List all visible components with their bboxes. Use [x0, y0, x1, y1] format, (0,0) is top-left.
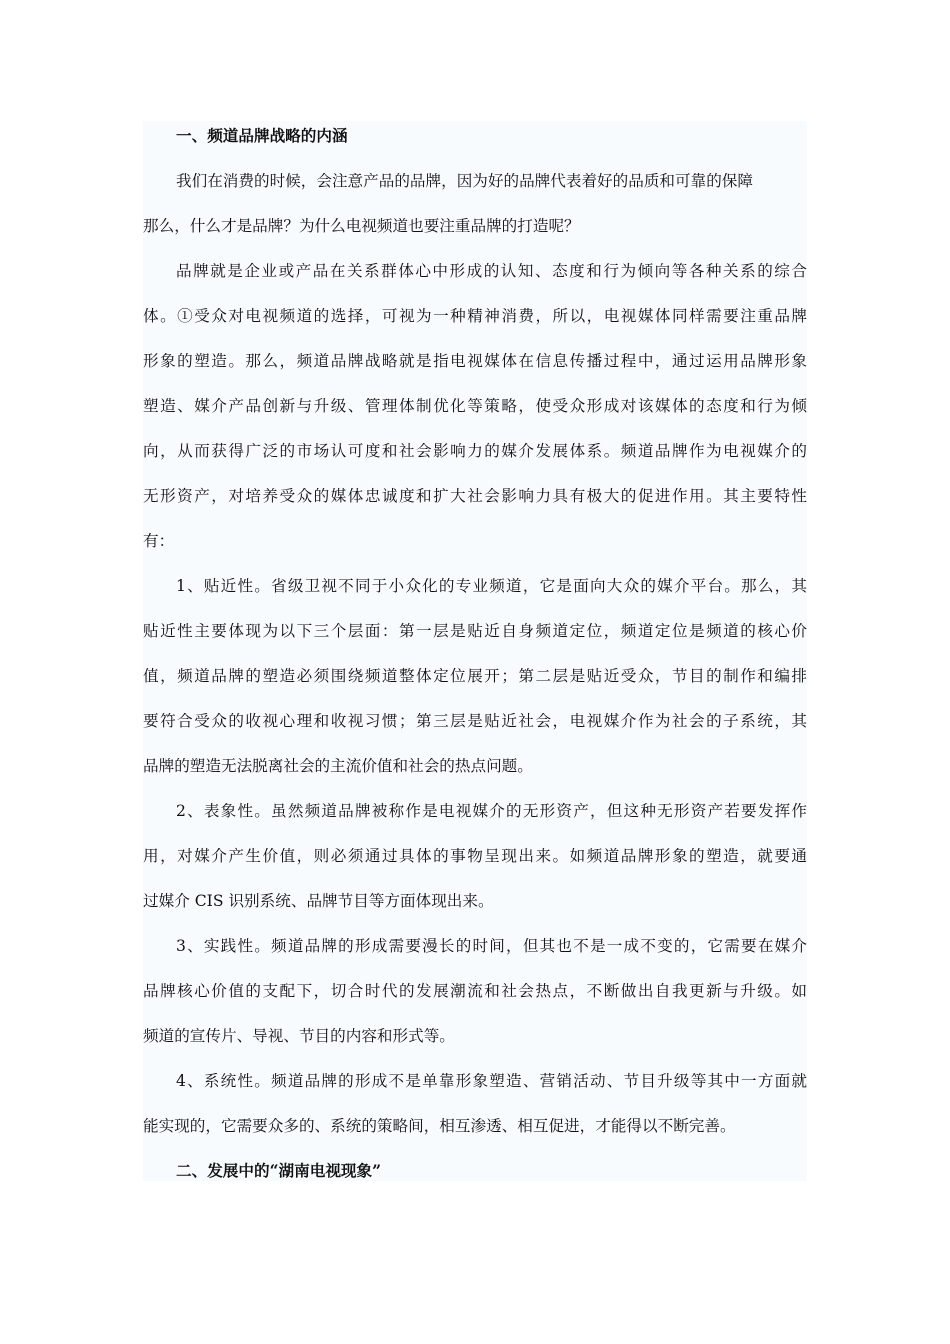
paragraph-2-line-7: 有： [143, 532, 175, 550]
paragraph-3-line-4: 要符合受众的收视心理和收视习惯；第三层是贴近社会，电视媒介作为社会的子系统，其 [143, 712, 807, 730]
paragraph-5-line-2: 品牌核心价值的支配下，切合时代的发展潮流和社会热点，不断做出自我更新与升级。如 [143, 982, 807, 1000]
section-heading-2: 二、发展中的“湖南电视现象” [176, 1161, 382, 1180]
paragraph-3-line-3: 值，频道品牌的塑造必须围绕频道整体定位展开；第二层是贴近受众，节目的制作和编排 [143, 667, 807, 685]
paragraph-5-line-1: 3、实践性。频道品牌的形成需要漫长的时间，但其也不是一成不变的，它需要在媒介 [176, 937, 807, 955]
paragraph-2-line-1: 品牌就是企业或产品在关系群体心中形成的认知、态度和行为倾向等各种关系的综合 [176, 262, 807, 280]
paragraph-3-line-2: 贴近性主要体现为以下三个层面：第一层是贴近自身频道定位，频道定位是频道的核心价 [143, 622, 807, 640]
paragraph-2-line-2: 体。①受众对电视频道的选择，可视为一种精神消费，所以，电视媒体同样需要注重品牌 [143, 307, 807, 325]
text-block [143, 121, 807, 1181]
paragraph-3-line-5: 品牌的塑造无法脱离社会的主流价值和社会的热点问题。 [143, 757, 533, 775]
paragraph-3-line-1: 1、贴近性。省级卫视不同于小众化的专业频道，它是面向大众的媒介平台。那么，其 [176, 577, 807, 595]
paragraph-2-line-6: 无形资产，对培养受众的媒体忠诚度和扩大社会影响力具有极大的促进作用。其主要特性 [143, 487, 807, 505]
paragraph-1-line-1: 我们在消费的时候，会注意产品的品牌，因为好的品牌代表着好的品质和可靠的保障 [176, 172, 753, 190]
paragraph-6-line-1: 4、系统性。频道品牌的形成不是单靠形象塑造、营销活动、节目升级等其中一方面就 [176, 1072, 807, 1090]
paragraph-2-line-3: 形象的塑造。那么，频道品牌战略就是指电视媒体在信息传播过程中，通过运用品牌形象 [143, 352, 807, 370]
paragraph-4-line-1: 2、表象性。虽然频道品牌被称作是电视媒介的无形资产，但这种无形资产若要发挥作 [176, 802, 807, 820]
paragraph-2-line-4: 塑造、媒介产品创新与升级、管理体制优化等策略，使受众形成对该媒体的态度和行为倾 [143, 397, 807, 415]
paragraph-2-line-5: 向，从而获得广泛的市场认可度和社会影响力的媒介发展体系。频道品牌作为电视媒介的 [143, 442, 807, 460]
paragraph-4-line-2: 用，对媒介产生价值，则必须通过具体的事物呈现出来。如频道品牌形象的塑造，就要通 [143, 847, 807, 865]
paragraph-6-line-2: 能实现的，它需要众多的、系统的策略间，相互渗透、相互促进，才能得以不断完善。 [143, 1117, 736, 1135]
paragraph-5-line-3: 频道的宣传片、导视、节目的内容和形式等。 [143, 1027, 455, 1045]
section-heading-1: 一、频道品牌战略的内涵 [176, 126, 348, 145]
paragraph-1-line-2: 那么，什么才是品牌？为什么电视频道也要注重品牌的打造呢？ [143, 217, 580, 235]
paragraph-4-line-3: 过媒介 CIS 识别系统、品牌节目等方面体现出来。 [143, 892, 494, 910]
